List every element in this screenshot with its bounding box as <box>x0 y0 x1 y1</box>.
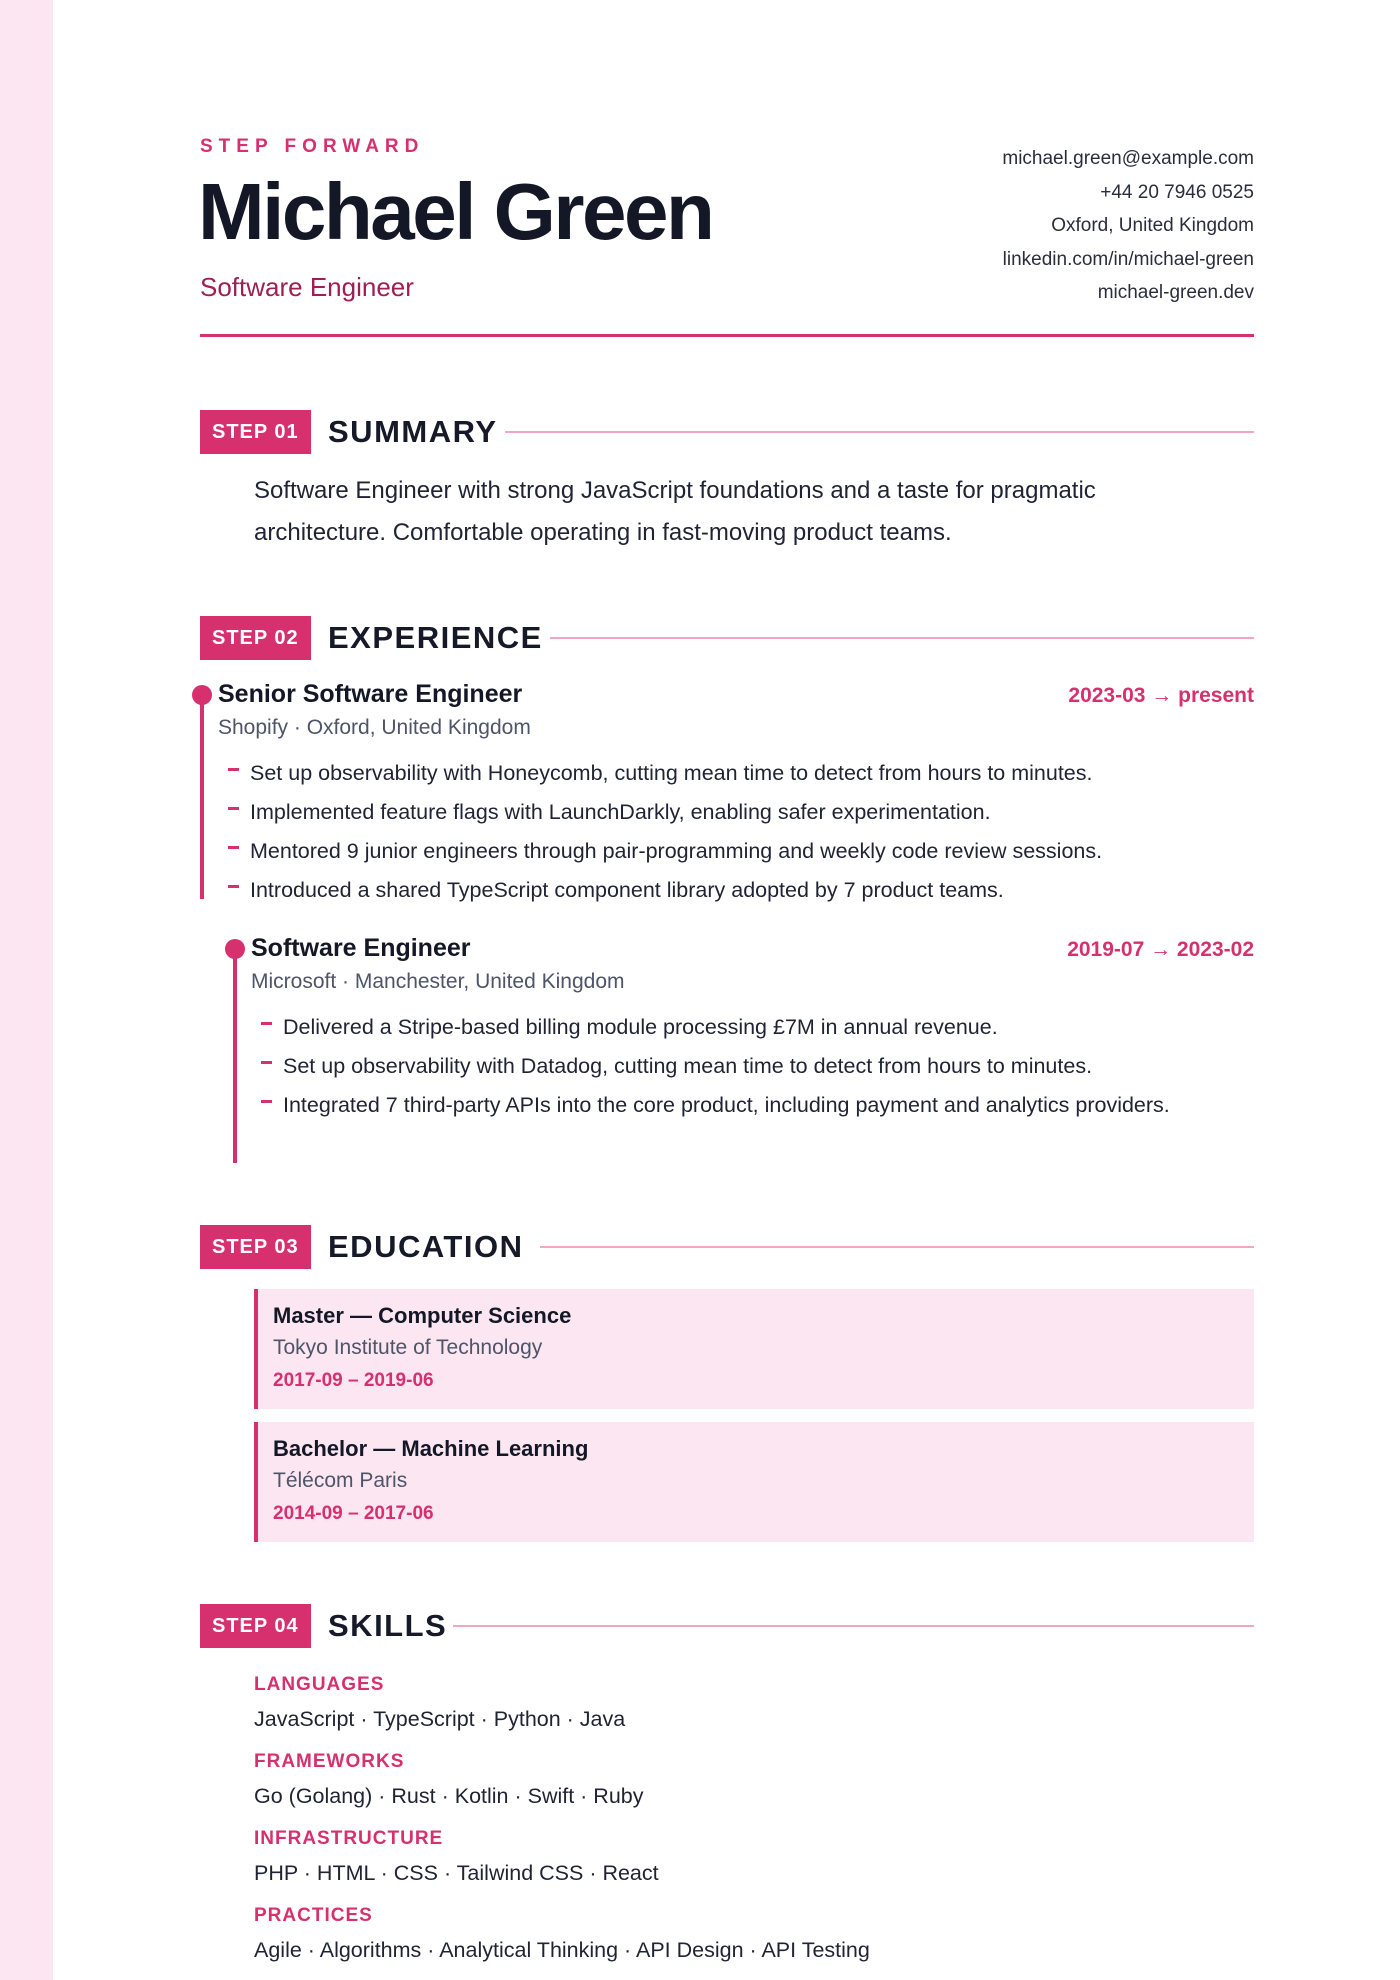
tagline: STEP FORWARD <box>200 136 425 157</box>
skill-list: JavaScript · TypeScript · Python · Java <box>254 1707 626 1731</box>
education-school: Tokyo Institute of Technology <box>273 1336 543 1359</box>
skill-list: Go (Golang) · Rust · Kotlin · Swift · Ruby <box>254 1784 644 1808</box>
job-dates: 2019-07 → 2023-02 <box>1067 938 1254 961</box>
bullet-item: Integrated 7 third-party APIs into the core product, including payment and analytics providers. <box>283 1087 1213 1123</box>
skill-group <box>254 1904 1254 1963</box>
side-accent-strip <box>0 0 53 1980</box>
bullet-item: Mentored 9 junior engineers through pair-programming and weekly code review sessions. <box>250 833 1102 869</box>
contact-email[interactable]: michael.green@example.com <box>1002 148 1254 169</box>
section-title: SKILLS <box>328 1608 448 1643</box>
section-divider <box>505 431 1254 433</box>
contact-linkedin[interactable]: linkedin.com/in/michael-green <box>1002 248 1254 270</box>
section-education-heading <box>200 1225 1254 1269</box>
section-skills-heading <box>200 1604 1254 1648</box>
resume-page <box>200 0 1254 1980</box>
contact-location: Oxford, United Kingdom <box>1051 215 1254 236</box>
job-company: Shopify · Oxford, United Kingdom <box>218 716 531 739</box>
job-bullets <box>250 755 1102 911</box>
education-card <box>254 1289 1254 1409</box>
job-dates: 2023-03 → present <box>1068 684 1254 707</box>
timeline-line <box>233 957 237 1163</box>
contact-block <box>1002 142 1254 310</box>
skill-category: LANGUAGES <box>254 1674 385 1695</box>
education-school: Télécom Paris <box>273 1469 408 1492</box>
education-degree: Bachelor — Machine Learning <box>273 1436 589 1461</box>
section-divider <box>453 1625 1254 1627</box>
job-company: Microsoft · Manchester, United Kingdom <box>251 970 625 993</box>
skill-list: PHP · HTML · CSS · Tailwind CSS · React <box>254 1861 659 1885</box>
resume-header <box>200 136 1254 338</box>
contact-phone[interactable]: +44 20 7946 0525 <box>1100 181 1254 203</box>
section-divider <box>550 637 1254 639</box>
step-badge: STEP 04 <box>200 1604 311 1648</box>
timeline-line <box>200 703 204 899</box>
education-dates: 2014-09 – 2017-06 <box>273 1503 434 1524</box>
candidate-role: Software Engineer <box>200 272 414 302</box>
job-title: Senior Software Engineer <box>218 680 523 708</box>
bullet-item: Set up observability with Datadog, cutting mean time to detect from hours to minutes. <box>283 1048 1213 1084</box>
step-badge: STEP 02 <box>200 616 311 660</box>
bullet-item: Delivered a Stripe-based billing module processing £7M in annual revenue. <box>283 1009 1213 1045</box>
section-summary-heading <box>200 410 1254 454</box>
job-bullets <box>283 1009 1213 1126</box>
section-title: EXPERIENCE <box>328 620 543 655</box>
bullet-item: Introduced a shared TypeScript component library adopted by 7 product teams. <box>250 872 1102 908</box>
education-card <box>254 1422 1254 1542</box>
contact-website[interactable]: michael-green.dev <box>1097 282 1254 303</box>
education-dates: 2017-09 – 2019-06 <box>273 1370 434 1391</box>
summary-text: Software Engineer with strong JavaScript foundations and a taste for pragmatic architecture. Comfortable operating in fast-moving product teams. <box>254 477 1096 546</box>
bullet-item: Implemented feature flags with LaunchDarkly, enabling safer experimentation. <box>250 794 1102 830</box>
skill-list: Agile · Algorithms · Analytical Thinking · API Design · API Testing <box>254 1938 870 1962</box>
skill-category: INFRASTRUCTURE <box>254 1828 444 1849</box>
skill-group <box>254 1750 1254 1809</box>
step-badge: STEP 01 <box>200 410 311 454</box>
job-entry <box>225 934 1254 1171</box>
job-entry <box>192 680 1254 917</box>
section-divider <box>540 1246 1254 1248</box>
timeline-dot <box>225 939 245 959</box>
candidate-name: Michael Green <box>198 167 713 256</box>
header-divider <box>200 334 1254 337</box>
job-title: Software Engineer <box>251 934 471 962</box>
section-title: SUMMARY <box>328 414 498 449</box>
section-experience-heading <box>200 616 1254 660</box>
skill-category: PRACTICES <box>254 1905 373 1926</box>
timeline-dot <box>192 685 212 705</box>
step-badge: STEP 03 <box>200 1225 311 1269</box>
skill-category: FRAMEWORKS <box>254 1751 405 1772</box>
bullet-item: Set up observability with Honeycomb, cutting mean time to detect from hours to minutes. <box>250 755 1102 791</box>
skill-group <box>254 1673 1254 1732</box>
section-title: EDUCATION <box>328 1229 524 1264</box>
education-degree: Master — Computer Science <box>273 1303 572 1328</box>
skill-group <box>254 1827 1254 1886</box>
